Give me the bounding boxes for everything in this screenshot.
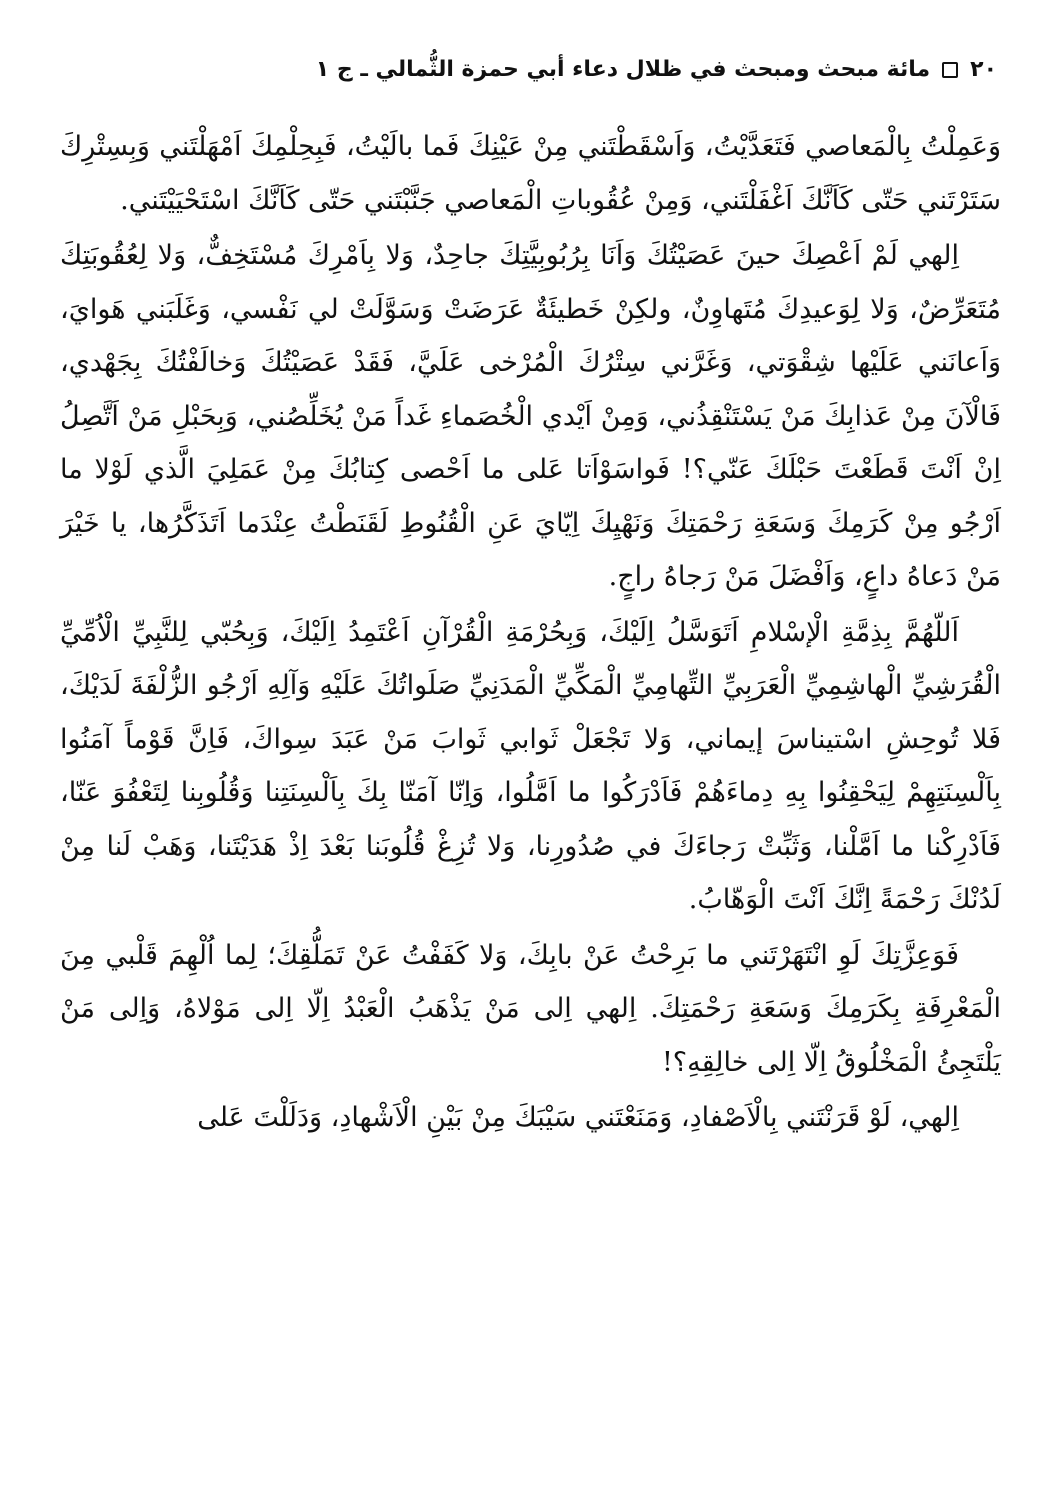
paragraph: اَللّهُمَّ بِذِمَّةِ الْإسْلامِ اَتَوَسَّلُ اِلَيْكَ، وَبِحُرْمَةِ الْقُرْآنِ اَعْتَمِدُ اِلَيْكَ، وَبِحُبّي لِلنَّبِيِّ الْاُمِّيِّ الْقُرَشِيِّ الْهاشِمِيِّ الْعَرَبِيِّ التِّهامِيِّ الْمَكِّيِّ الْمَدَنِيِّ صَلَواتُكَ عَلَيْهِ وَآلِهِ اَرْجُو الزُّلْفَةَ لَدَيْكَ، فَلا تُوحِشِ اسْتيناسَ إيماني، وَلا تَجْعَلْ ثَوابي ثَوابَ مَنْ عَبَدَ سِواكَ، فَاِنَّ قَوْماً آمَنُوا بِاَلْسِنَتِهِمْ لِيَحْقِنُوا بِهِ دِماءَهُمْ فَاَدْرَكُوا ما اَمَّلُوا، وَاِنّا آمَنّا بِكَ بِاَلْسِنَتِنا وَقُلُوبِنا لِتَعْفُوَ عَنّا، فَاَدْرِكْنا ما اَمَّلْنا، وَثَبِّتْ رَجاءَكَ في صُدُورِنا، وَلا تُزِغْ قُلُوبَنا بَعْدَ اِذْ هَدَيْتَنا، وَهَبْ لَنا مِنْ لَدُنْكَ رَحْمَةً اِنَّكَ اَنْتَ الْوَهّابُ.	[60, 616, 1001, 915]
square-separator-icon	[942, 62, 958, 78]
paragraph: اِلهي لَمْ اَعْصِكَ حينَ عَصَيْتُكَ وَاَنَا بِرُبُوبِيَّتِكَ جاحِدٌ، وَلا بِاَمْرِكَ مُسْتَخِفٌّ، وَلا لِعُقُوبَتِكَ مُتَعَرِّضٌ، وَلا لِوَعيدِكَ مُتَهاوِنٌ، ولكِنْ خَطيئَةٌ عَرَضَتْ وَسَوَّلَتْ لي نَفْسي، وَغَلَبَني هَوايَ، وَاَعانَني عَلَيْها شِقْوَتي، وَغَرَّني سِتْرُكَ الْمُرْخى عَلَيَّ، فَقَدْ عَصَيْتُكَ وَخالَفْتُكَ بِجَهْدي، فَالْآنَ مِنْ عَذابِكَ مَنْ يَسْتَنْقِذُني، وَمِنْ اَيْدي الْخُصَماءِ غَداً مَنْ يُخَلِّصُني، وَبِحَبْلِ مَنْ اَتَّصِلُ اِنْ اَنْتَ قَطَعْتَ حَبْلَكَ عَنّي؟! فَواسَوْاَتا عَلى ما اَحْصى كِتابُكَ مِنْ عَمَلِيَ الَّذي لَوْلا ما اَرْجُو مِنْ كَرَمِكَ وَسَعَةِ رَحْمَتِكَ وَنَهْيِكَ اِيّايَ عَنِ الْقُنُوطِ لَقَنَطْتُ عِنْدَما اَتَذَكَّرُها، يا خَيْرَ مَنْ دَعاهُ داعٍ، وَاَفْضَلَ مَنْ رَجاهُ راجٍ.	[60, 240, 1001, 592]
body-text	[60, 120, 1001, 1145]
paragraph: فَوَعِزَّتِكَ لَوِ انْتَهَرْتَني ما بَرِحْتُ عَنْ بابِكَ، وَلا كَفَفْتُ عَنْ تَمَلُّقِكَ؛ لِما اُلْهِمَ قَلْبي مِنَ الْمَعْرِفَةِ بِكَرَمِكَ وَسَعَةِ رَحْمَتِكَ. اِلهي اِلى مَنْ يَذْهَبُ الْعَبْدُ اِلّا اِلى مَوْلاهُ، وَاِلى مَنْ يَلْتَجِئُ الْمَخْلُوقُ اِلّا اِلى خالِقِهِ؟!	[60, 939, 1001, 1078]
running-header	[60, 48, 1001, 92]
paragraph: وَعَمِلْتُ بِالْمَعاصي فَتَعَدَّيْتُ، وَاَسْقَطْتَني مِنْ عَيْنِكَ فَما بالَيْتُ، فَبِحِلْمِكَ اَمْهَلْتَني وَبِسِتْرِكَ سَتَرْتَني حَتّى كَاَنَّكَ اَغْفَلْتَني، وَمِنْ عُقُوباتِ الْمَعاصي جَنَّبْتَني حَتّى كَاَنَّكَ اسْتَحْيَيْتَني.	[60, 131, 1001, 216]
page-number: ٢٠	[970, 57, 997, 82]
header-title: مائة مبحث ومبحث في ظلال دعاء أبي حمزة الثُّمالي ـ ج ١	[315, 57, 931, 82]
paragraph: اِلهي، لَوْ قَرَنْتَني بِالْاَصْفادِ، وَمَنَعْتَني سَيْبَكَ مِنْ بَيْنِ الْاَشْهادِ، وَدَلَلْتَ عَلى	[197, 1102, 959, 1133]
